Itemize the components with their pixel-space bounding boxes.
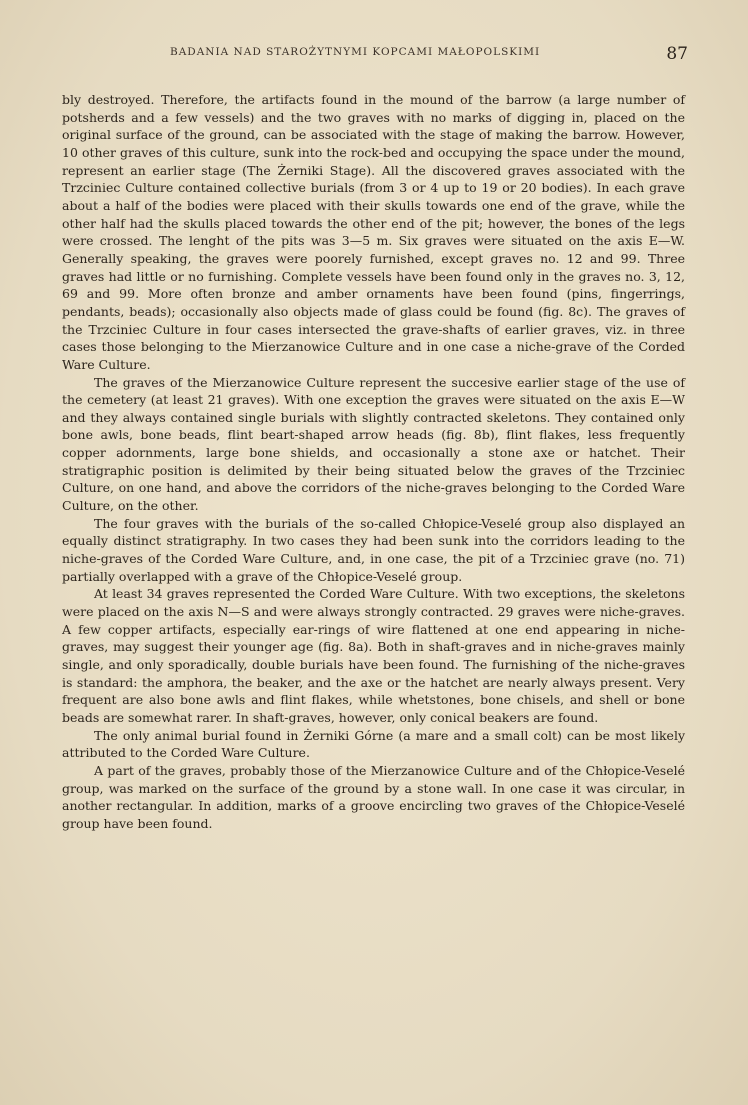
paragraph: bly destroyed. Therefore, the artifacts found in the mound of the barrow (a large number of potsherds and a few vessels) and the two graves with no marks of digging in, placed on the original surface of the ground, can be associated with the stage of making the barrow. However, 10 other graves of this culture, sunk into the rock-bed and occupying the space under the mound, represent an earlier stage (The Żerniki Stage). All the discovered graves associated with the Trzciniec Culture contained collective burials (from 3 or 4 up to 19 or 20 bodies). In each grave about a half of the bodies were placed with their skulls towards one end of the grave, while the other half had the skulls placed towards the other end of the pit; however, the bones of the legs were crossed. The lenght of the pits was 3—5 m. Six graves were situated on the axis E—W. Generally speaking, the graves were poorely furnished, except graves no. 12 and 99. Three graves had little or no furnishing. Complete vessels have been found only in the graves no. 3, 12, 69 and 99. More often bronze and amber ornaments have been found (pins, fingerrings, pendants, beads); occasionally also objects made of glass could be found (fig. 8c). The graves of the Trzciniec Culture in four cases intersected the grave-shafts of earlier graves, viz. in three cases those belonging to the Mierzanowice Culture and in one case a niche-grave of the Corded Ware Culture. — [62, 92, 685, 372]
body-text — [62, 91, 685, 833]
paragraph: The only animal burial found in Żerniki Górne (a mare and a small colt) can be most likely attributed to the Corded Ware Culture. — [62, 727, 685, 761]
paragraph: The four graves with the burials of the so-called Chłopice-Veselé group also displayed an equally distinct stratigraphy. In two cases they had been sunk into the corridors leading to the niche-graves of the Corded Ware Culture, and, in one case, the pit of a Trzciniec grave (no. 71) partially overlapped with a grave of the Chłopice-Veselé group. — [62, 515, 685, 584]
page-number: 87 — [666, 44, 688, 64]
running-head: BADANIA NAD STAROŻYTNYMI KOPCAMI MAŁOPOLSKIMI — [170, 46, 541, 58]
page-header — [60, 40, 688, 72]
paragraph: At least 34 graves represented the Corded Ware Culture. With two exceptions, the skeletons were placed on the axis N—S and were always strongly contracted. 29 graves were niche-graves. A few copper artifacts, especially ear-rings of wire flattened at one end appearing in niche-graves, may suggest their younger age (fig. 8a). Both in shaft-graves and in niche-graves mainly single, and only sporadically, double burials have been found. The furnishing of the niche-graves is standard: the amphora, the beaker, and the axe or the hatchet are nearly always present. Very frequent are also bone awls and flint flakes, while whetstones, bone chisels, and shell or bone beads are somewhat rarer. In shaft-graves, however, only conical beakers are found. — [62, 586, 685, 725]
paragraph: A part of the graves, probably those of the Mierzanowice Culture and of the Chłopice-Veselé group, was marked on the surface of the ground by a stone wall. In one case it was circular, in another rectangular. In addition, marks of a groove encircling two graves of the Chłopice-Veselé group have been found. — [62, 762, 685, 831]
paragraph: The graves of the Mierzanowice Culture represent the succesive earlier stage of the use of the cemetery (at least 21 graves). With one exception the graves were situated on the axis E—W and they always contained single burials with slightly contracted skeletons. They contained only bone awls, bone beads, flint beart-shaped arrow heads (fig. 8b), flint flakes, less frequently copper adornments, large bone shields, and occasionally a stone axe or hatchet. Their stratigraphic position is delimited by their being situated below the graves of the Trzciniec Culture, on one hand, and above the corridors of the niche-graves belonging to the Corded Ware Culture, on the other. — [62, 374, 685, 514]
